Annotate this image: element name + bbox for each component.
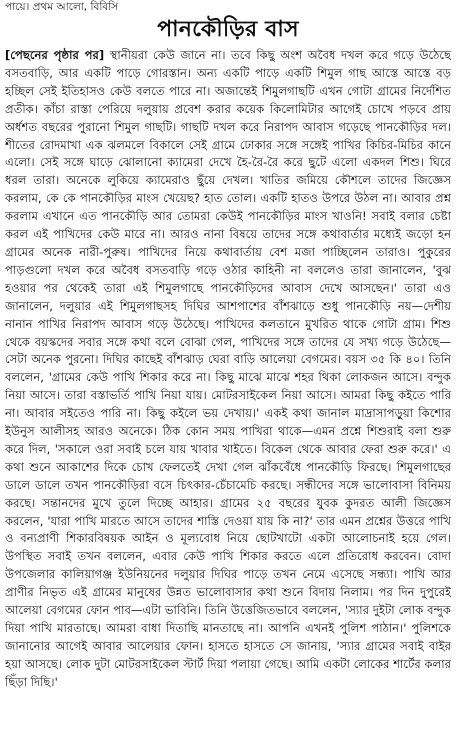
article-text: স্থানীয়রা কেউ জানে না। তবে কিছু অংশ অবৈধ দখল করে গড়ে উঠেছে বসতবাড়ি, আর একটি পাড়ে গোরস্তান। অন্য একটি পাড়ে একটি শিমুল গাছ আস্তে আস্তে বড় হচ্ছিল সেই ইতিহাসও কেউ বলতে পারে না। অজান্তেই শিমুলগাছটি এখন গোটা গ্রামের নির্দেশিত প্রতীক। কাঁচা রাস্তা পেরিয়ে দলুয়ায় প্রবেশ করার কয়েক কিলোমিটার আগেই চোখে পড়বে প্রায় অর্ধশত বছরের পুরানো শিমুল গাছটি। গাছটি দখল করে নিরাপদ আবাস গড়েছে পানকৌড়ির দল। শীতের রোদমাখা এক ঝলমলে বিকালে সেই গ্রামে ঢোকার সঙ্গে সঙ্গেই পাখির কিচির-মিচির কানে এলো। সেই সঙ্গে ঘাড়ে ঝোলানো ক্যামেরা দেখে হৈ-রৈ-রৈ করে ছুটে এলো একদল শিশু। ঘিরে ধরল তারা। অনেকে লুকিয়ে ক্যামেরাও ছুঁয়ে দেখল। খাতির জমিয়ে কৌশলে তাদের জিজ্ঞেস করলাম, কে কে পানকৌড়ির মাংস খেয়েছ? হাত তোল। একটি হাতও উপরে উঠল না। আবার প্রশ্ন করলাম এখানে এত পানকৌড়ি আর তোমরা কেউই পানকৌড়ির মাংস খাওনি! সবাই বলার চেষ্টা করল এই পাখিদের কেউ মারে না। আরও নানা বিষয়ে তাদের সঙ্গে কথাবার্তার মধ্যেই জড়ো হন গ্রামের অনেক নারী-পুরুষ। পাখিদের নিয়ে কথাবার্তায় বেশ মজা পাচ্ছিলেন তারাও। পুকুরের পাড়গুলো দখল করে অবৈধ বসতবাড়ি গড়ে ওঠার কাহিনী না বললেও তারা জানালেন, 'বুঝ হওয়ার পর থেকেই তারা এই শিমুলগাছে পানকৌড়িদের আবাস দেখে আসছেন।' তারা এও জানালেন, দলুয়ার এই শিমুলগাছসহ দিঘির আশপাশের বাঁশঝাড়ে শুধু পানকৌড়ি নয়—দেশীয় নানান পাখির নিরাপদ আবাস গড়ে উঠেছে। পাখিদের কলতানে মুখরিত থাকে গোটা গ্রাম। শিশু থেকে বয়স্কদের সবার সঙ্গে কথা বলে বোঝা গেল, পাখিদের সঙ্গে তাদের যে সখ্য গড়ে উঠেছে—সেটা অনেক পুরনো। দিঘির কাছেই বাঁশঝাড় ঘেরা বাড়ি আলেয়া বেগমের। বয়স ৩৫ কি ৪০। তিনি বললেন, 'গ্রামের কেউ পাখি শিকার করে না। কিছু মাঝে মাঝে শহর থিকা লোকজন আসে। বন্দুক নিয়া আসে। তারা বস্তাভর্তি পাখি নিয়া যায়। মোটরসাইকেল নিয়া আসে। আমরা কিছু কইতে পারি না। আবার সইতেও পারি না। কিছু কইলে ভয় দেখায়।' একই কথা জানাল মাদ্রাসাপড়ুয়া কিশোর ইউনুস আলীসহ আরও অনেকে। ঠিক কোন সময় পাখিরা থাকে—এমন প্রশ্নে শিশুরাই বলা শুরু করে দিল, 'সকালে ওরা সবাই চলে যায় খাবার খাইতে। বিকেল থেকে আবার ফেরা শুরু করে।' এ কথা শুনে আকাশের দিকে চোখ ফেলতেই দেখা গেল ঝাঁকবেঁধে পানকৌড়ি ফিরছে। শিমুলগাছের ডালে ডালে তখন পানকৌড়িরা বসে চিৎকার-চেঁচামেচি করছে। সন্ধীদের সঙ্গে ভালোবাসা বিনিময় করছে। সন্তানদের মুখে তুলে দিচ্ছে আহার। গ্রামের ২৫ বছরের যুবক কুদরত আলী জিজ্ঞেস করলেন, 'যারা পাখি মারতে আসে তাদের শাস্তি দেওয়া যায় কি না?' তার এমন প্রশ্নের উত্তরে পাখি ও বন্যপ্রাণী শিকারবিষয়ক আইন ও মূল্যবোধ নিয়ে ছোটখাটো একটা আলোচনাই হয়ে গেল। উপস্থিত সবাই তখন বললেন, এবার কেউ পাখি শিকার করতে এলে প্রতিরোধ করবেন। বোদা উপজেলার কালিয়াগঞ্জ ইউনিয়নের দলুয়ার দিঘির পাড়ে তখন নেমে এসেছে সন্ধ্যা। পাখি আর প্রাণীর নিভৃত এই গ্রামের মানুষের উন্নত ভালোবাসার কথা শুনে বিদায় নিলাম। পর দিন দুপুরেই আলেয়া বেগমের ফোন পাব—এটা ভাবিনি। তিনি উত্তেজিতভাবে বললেন, 'স্যার দুইটা লোক বন্দুক দিয়া পাখি মারতাছে। আমরা বাধা দিতাছি মানতাছে না। আপনি এখনই পুলিশ পাঠান।' পুলিশকে জানানোর আগেই আবার আলেয়ার ফোন। হাসতে হাসতে সে জানায়, 'স্যার গ্রামের সবাই বাইর হয়া আসছে। লোক দুটা মোটরসাইকেল স্টার্ট দিয়া পলায়া গেছে। আমি একটা লোকের শার্টের কলার ছিঁড়া দিছি।' [5,48,451,689]
article-title: পানকৌড়ির বাস [157,17,299,42]
byline: পায়ে। প্রথম আলো, বিবিসি [5,1,119,13]
article-paragraph [5,47,451,692]
article-body [5,47,451,751]
continuation-tag: [পেছনের পৃষ্ঠার পর] [5,48,105,62]
